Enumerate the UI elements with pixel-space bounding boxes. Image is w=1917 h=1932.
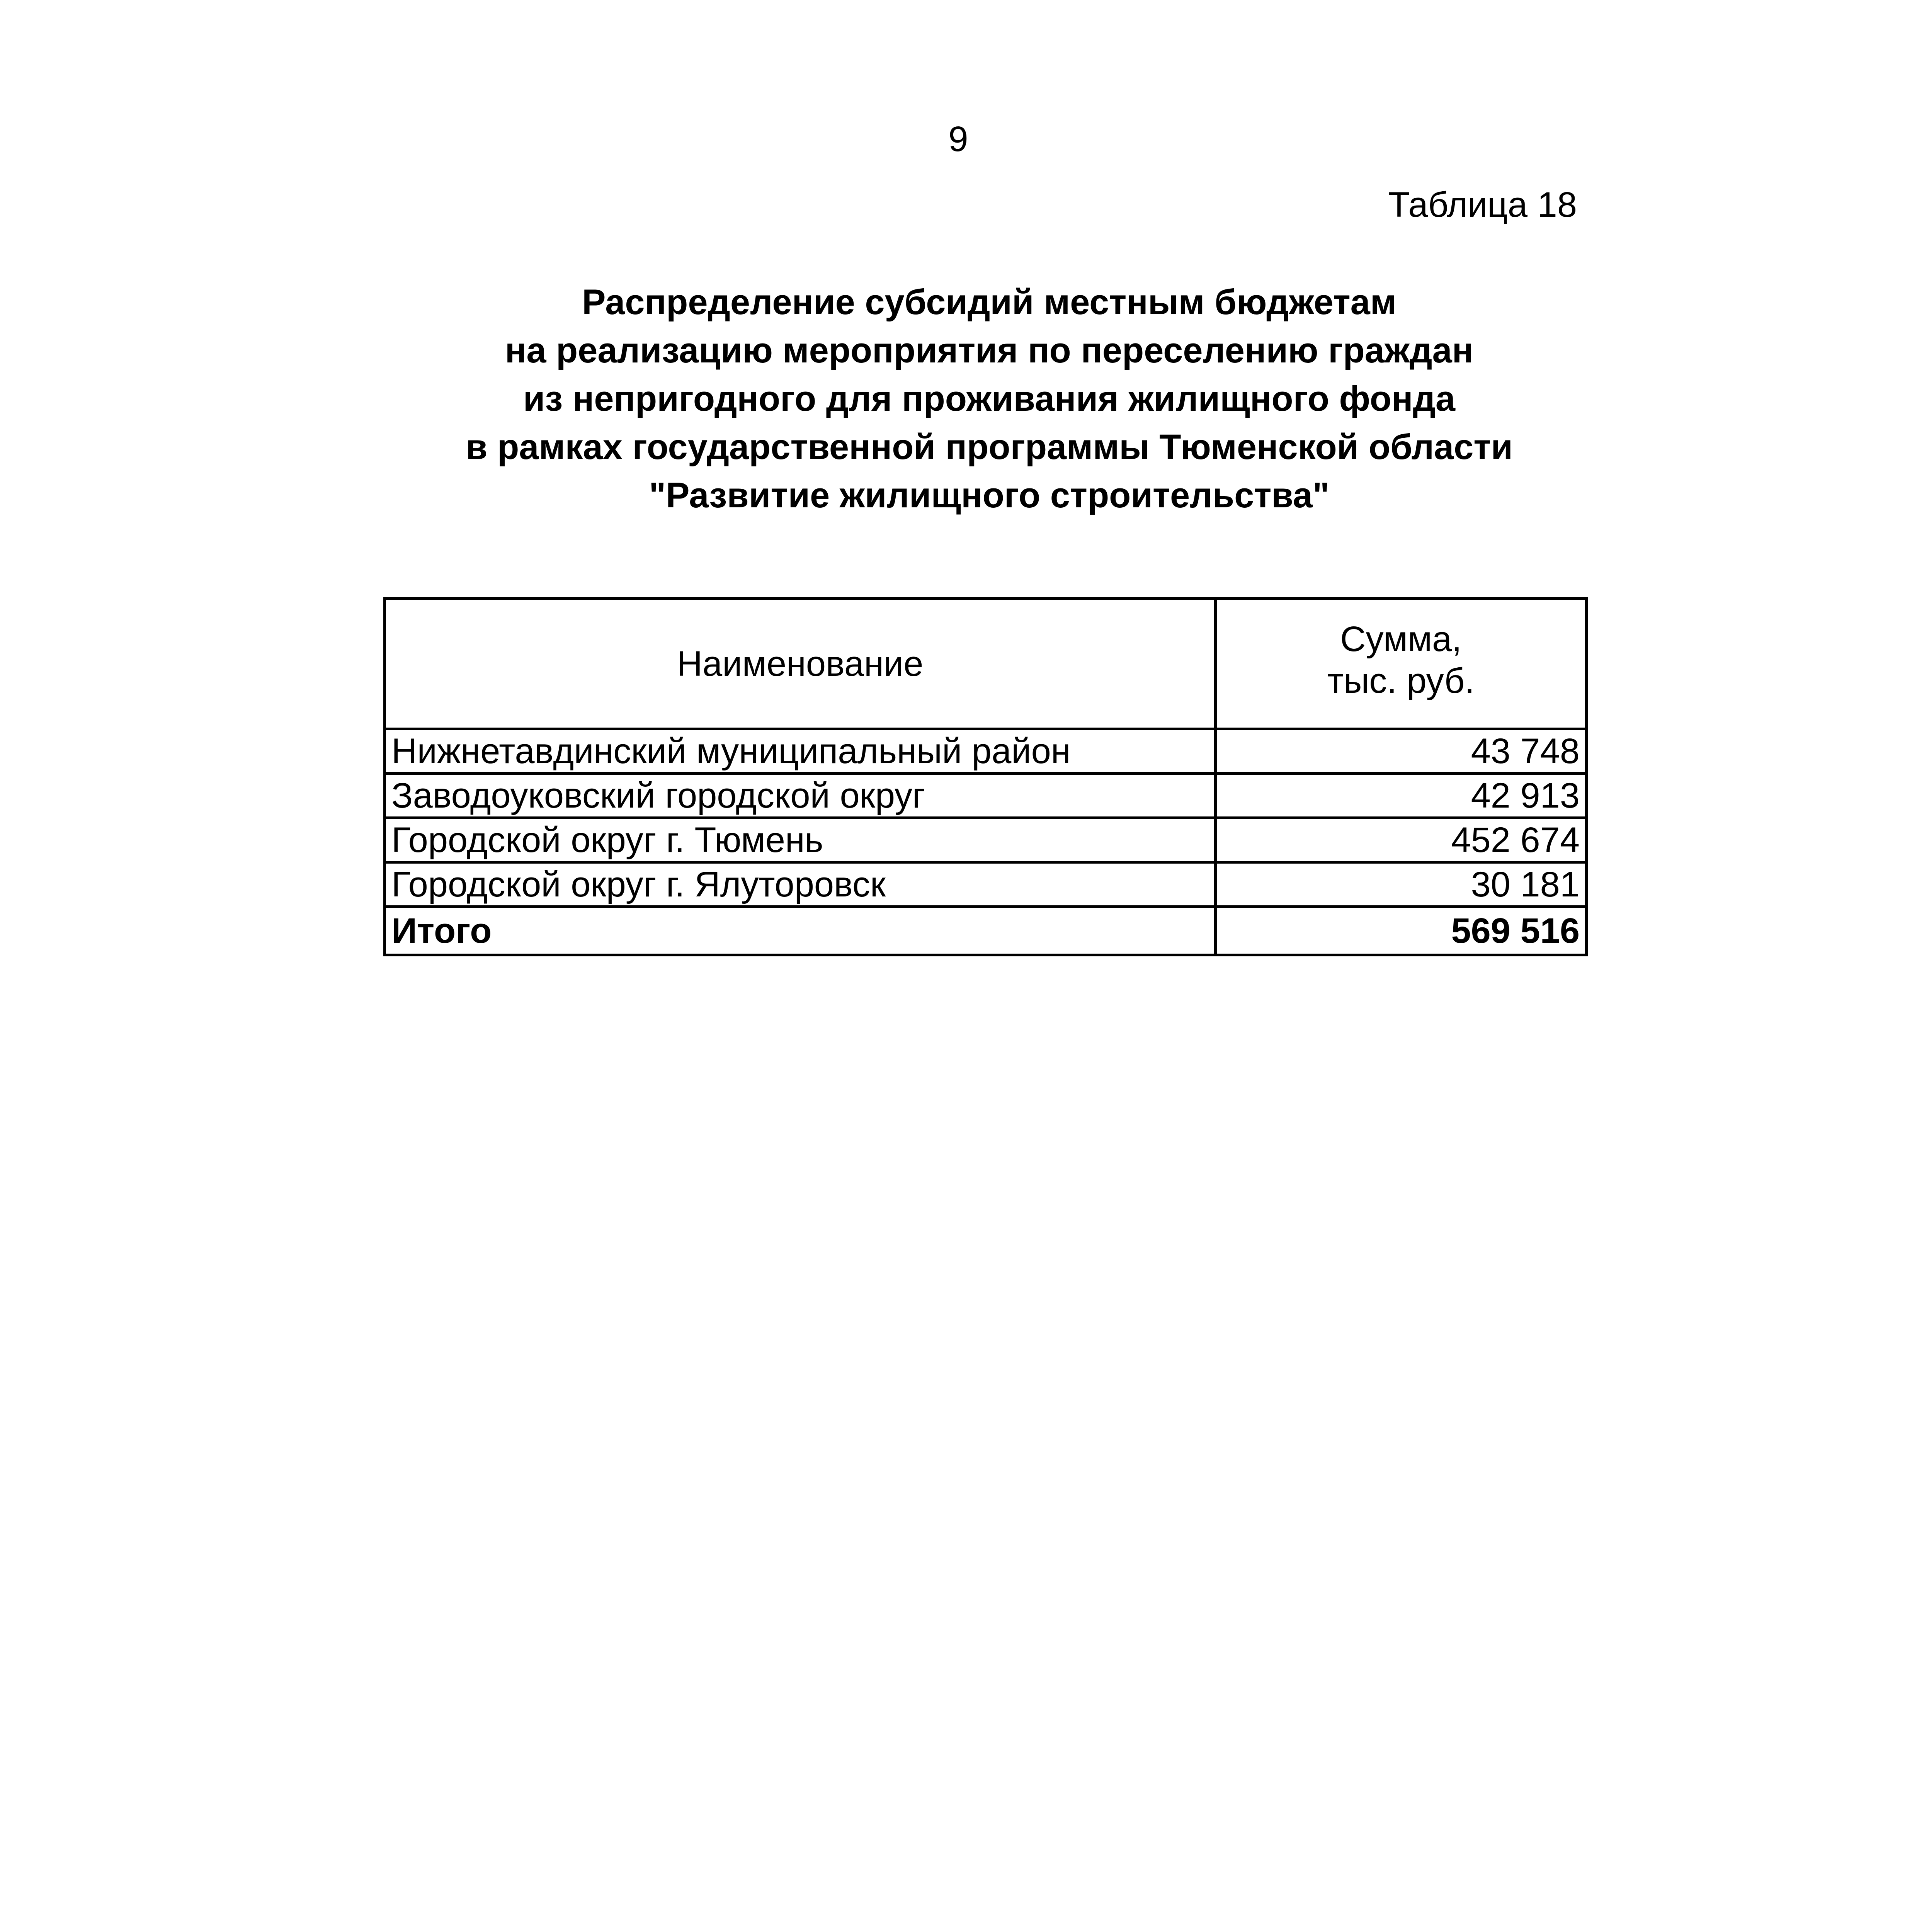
table-row [385,774,1587,818]
subsidy-table [383,597,1588,956]
title-line: "Развитие жилищного строительства" [649,476,1330,515]
row-name: Нижнетавдинский муниципальный район [385,729,1216,774]
title-line: Распределение субсидий местным бюджетам [582,282,1397,322]
total-row [385,907,1587,955]
total-sum: 569 516 [1216,907,1587,955]
header-sum-line1: Сумма, [1340,619,1462,659]
title-line: из непригодного для проживания жилищного фонда [523,379,1456,418]
table-header-row [385,599,1587,729]
table-label: Таблица 18 [1388,185,1577,224]
header-sum [1216,599,1587,729]
table-row [385,862,1587,907]
title-line: в рамках государственной программы Тюменской области [465,427,1513,467]
row-sum: 452 674 [1216,818,1587,862]
header-name: Наименование [385,599,1216,729]
row-sum: 42 913 [1216,774,1587,818]
row-name: Городской округ г. Тюмень [385,818,1216,862]
document-title [379,278,1600,520]
header-sum-line2: тыс. руб. [1327,661,1475,701]
table-row [385,729,1587,774]
row-sum: 30 181 [1216,862,1587,907]
row-name: Заводоуковский городской округ [385,774,1216,818]
total-label: Итого [385,907,1216,955]
row-sum: 43 748 [1216,729,1587,774]
row-name: Городской округ г. Ялуторовск [385,862,1216,907]
table-row [385,818,1587,862]
title-line: на реализацию мероприятия по переселению граждан [505,331,1474,370]
page-number: 9 [948,119,968,159]
